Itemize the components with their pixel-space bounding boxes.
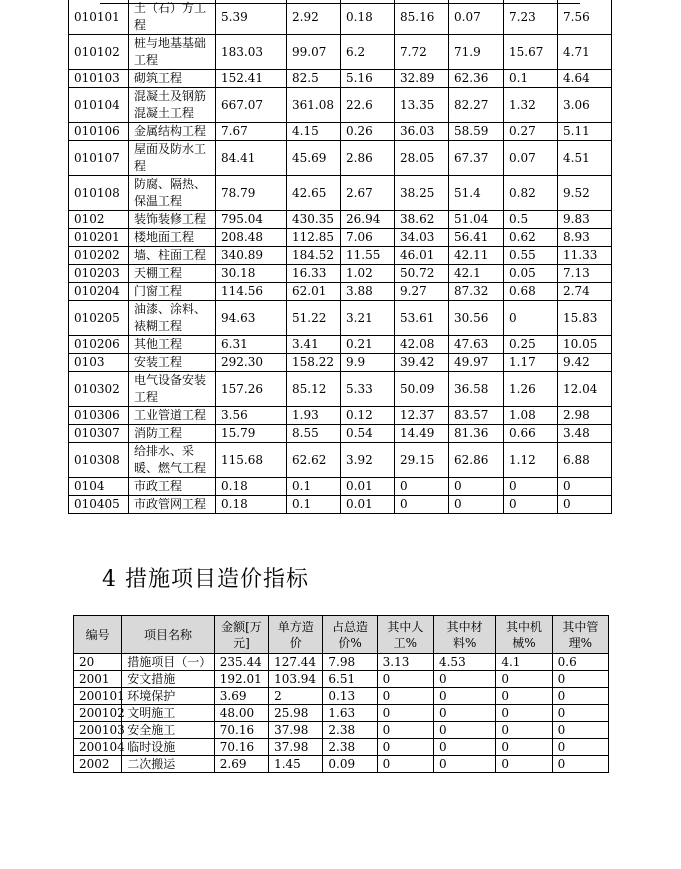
table-row bbox=[69, 70, 612, 88]
value-cell: 36.58 bbox=[449, 372, 504, 407]
value-cell: 0 bbox=[496, 688, 552, 705]
value-cell: 0.1 bbox=[287, 496, 341, 514]
code-cell: 0103 bbox=[69, 354, 129, 372]
value-cell: 7.06 bbox=[341, 229, 395, 247]
value-cell: 14.49 bbox=[395, 425, 449, 443]
value-cell: 3.88 bbox=[341, 283, 395, 301]
value-cell: 5.16 bbox=[341, 70, 395, 88]
value-cell: 47.63 bbox=[449, 336, 504, 354]
code-cell: 010201 bbox=[69, 229, 129, 247]
header-cell: 金额[万元] bbox=[214, 616, 268, 654]
item-name-cell: 给排水、采暖、燃气工程 bbox=[129, 443, 216, 478]
item-name-cell: 二次搬运 bbox=[122, 756, 215, 773]
value-cell: 292.30 bbox=[216, 354, 287, 372]
item-name-cell: 电气设备安装工程 bbox=[129, 372, 216, 407]
value-cell: 62.62 bbox=[287, 443, 341, 478]
value-cell: 62.86 bbox=[449, 443, 504, 478]
value-cell: 3.56 bbox=[216, 407, 287, 425]
code-cell: 010307 bbox=[69, 425, 129, 443]
value-cell: 0 bbox=[504, 496, 558, 514]
value-cell: 3.13 bbox=[377, 654, 433, 671]
cost-index-table bbox=[68, 0, 612, 514]
item-name-cell: 油漆、涂料、裱糊工程 bbox=[129, 301, 216, 336]
value-cell: 42.65 bbox=[287, 176, 341, 211]
table-row bbox=[69, 265, 612, 283]
measures-cost-table-body bbox=[74, 654, 609, 773]
value-cell: 0 bbox=[433, 705, 495, 722]
code-cell: 010206 bbox=[69, 336, 129, 354]
value-cell: 127.44 bbox=[269, 654, 323, 671]
table-row bbox=[69, 211, 612, 229]
value-cell: 3.69 bbox=[214, 688, 268, 705]
value-cell: 183.03 bbox=[216, 35, 287, 70]
value-cell: 7.13 bbox=[558, 265, 612, 283]
code-cell: 200104 bbox=[74, 739, 122, 756]
value-cell: 37.98 bbox=[269, 739, 323, 756]
value-cell: 0.09 bbox=[323, 756, 377, 773]
value-cell: 42.1 bbox=[449, 265, 504, 283]
table-row bbox=[69, 407, 612, 425]
value-cell: 82.5 bbox=[287, 70, 341, 88]
value-cell: 208.48 bbox=[216, 229, 287, 247]
value-cell: 70.16 bbox=[214, 722, 268, 739]
table-row bbox=[69, 354, 612, 372]
value-cell: 0 bbox=[558, 496, 612, 514]
value-cell: 11.55 bbox=[341, 247, 395, 265]
code-cell: 0104 bbox=[69, 478, 129, 496]
table-row bbox=[69, 0, 612, 35]
value-cell: 0 bbox=[552, 722, 608, 739]
value-cell: 71.9 bbox=[449, 35, 504, 70]
value-cell: 15.79 bbox=[216, 425, 287, 443]
code-cell: 010108 bbox=[69, 176, 129, 211]
value-cell: 0.01 bbox=[341, 478, 395, 496]
header-row bbox=[74, 616, 609, 654]
code-cell: 010101 bbox=[69, 0, 129, 35]
code-cell: 010405 bbox=[69, 496, 129, 514]
value-cell: 0.27 bbox=[504, 123, 558, 141]
code-cell: 010306 bbox=[69, 407, 129, 425]
value-cell: 2 bbox=[269, 688, 323, 705]
header-cell: 其中材料% bbox=[433, 616, 495, 654]
value-cell: 84.41 bbox=[216, 141, 287, 176]
value-cell: 62.01 bbox=[287, 283, 341, 301]
item-name-cell: 装饰装修工程 bbox=[129, 211, 216, 229]
code-cell: 20 bbox=[74, 654, 122, 671]
item-name-cell: 其他工程 bbox=[129, 336, 216, 354]
measures-cost-table bbox=[73, 615, 609, 773]
value-cell: 152.41 bbox=[216, 70, 287, 88]
value-cell: 0 bbox=[552, 671, 608, 688]
value-cell: 0 bbox=[552, 688, 608, 705]
value-cell: 340.89 bbox=[216, 247, 287, 265]
item-name-cell: 金属结构工程 bbox=[129, 123, 216, 141]
table-row bbox=[74, 688, 609, 705]
value-cell: 0.62 bbox=[504, 229, 558, 247]
item-name-cell: 桩与地基基础工程 bbox=[129, 35, 216, 70]
value-cell: 0.12 bbox=[341, 407, 395, 425]
value-cell: 4.1 bbox=[496, 654, 552, 671]
value-cell: 0 bbox=[433, 722, 495, 739]
item-name-cell: 文明施工 bbox=[122, 705, 215, 722]
value-cell: 83.57 bbox=[449, 407, 504, 425]
value-cell: 94.63 bbox=[216, 301, 287, 336]
code-cell: 2002 bbox=[74, 756, 122, 773]
value-cell: 7.67 bbox=[216, 123, 287, 141]
value-cell: 3.21 bbox=[341, 301, 395, 336]
value-cell: 70.16 bbox=[214, 739, 268, 756]
value-cell: 667.07 bbox=[216, 88, 287, 123]
value-cell: 1.12 bbox=[504, 443, 558, 478]
value-cell: 85.12 bbox=[287, 372, 341, 407]
value-cell: 1.93 bbox=[287, 407, 341, 425]
value-cell: 7.98 bbox=[323, 654, 377, 671]
value-cell: 0.5 bbox=[504, 211, 558, 229]
section-title: 4 措施项目造价指标 bbox=[102, 567, 309, 592]
value-cell: 3.41 bbox=[287, 336, 341, 354]
value-cell: 46.01 bbox=[395, 247, 449, 265]
code-cell: 010302 bbox=[69, 372, 129, 407]
value-cell: 0.21 bbox=[341, 336, 395, 354]
value-cell: 4.51 bbox=[558, 141, 612, 176]
value-cell: 0 bbox=[496, 756, 552, 773]
value-cell: 3.92 bbox=[341, 443, 395, 478]
value-cell: 0.25 bbox=[504, 336, 558, 354]
value-cell: 56.41 bbox=[449, 229, 504, 247]
value-cell: 0.1 bbox=[287, 478, 341, 496]
table-row bbox=[69, 336, 612, 354]
item-name-cell: 门窗工程 bbox=[129, 283, 216, 301]
value-cell: 53.61 bbox=[395, 301, 449, 336]
value-cell: 51.4 bbox=[449, 176, 504, 211]
table-row bbox=[69, 425, 612, 443]
code-cell: 010308 bbox=[69, 443, 129, 478]
value-cell: 3.06 bbox=[558, 88, 612, 123]
value-cell: 2.69 bbox=[214, 756, 268, 773]
value-cell: 8.93 bbox=[558, 229, 612, 247]
value-cell: 12.04 bbox=[558, 372, 612, 407]
value-cell: 42.08 bbox=[395, 336, 449, 354]
item-name-cell: 防腐、隔热、保温工程 bbox=[129, 176, 216, 211]
cost-index-table-body bbox=[69, 0, 612, 514]
value-cell: 0 bbox=[558, 478, 612, 496]
table-row bbox=[69, 35, 612, 70]
value-cell: 6.2 bbox=[341, 35, 395, 70]
value-cell: 50.09 bbox=[395, 372, 449, 407]
value-cell: 184.52 bbox=[287, 247, 341, 265]
value-cell: 0 bbox=[377, 671, 433, 688]
item-name-cell: 临时设施 bbox=[122, 739, 215, 756]
value-cell: 1.63 bbox=[323, 705, 377, 722]
table-row bbox=[69, 123, 612, 141]
table-row bbox=[69, 301, 612, 336]
value-cell: 28.05 bbox=[395, 141, 449, 176]
code-cell: 2001 bbox=[74, 671, 122, 688]
value-cell: 26.94 bbox=[341, 211, 395, 229]
value-cell: 1.08 bbox=[504, 407, 558, 425]
value-cell: 2.74 bbox=[558, 283, 612, 301]
item-name-cell: 措施项目（一） bbox=[122, 654, 215, 671]
value-cell: 36.03 bbox=[395, 123, 449, 141]
item-name-cell: 市政工程 bbox=[129, 478, 216, 496]
value-cell: 0 bbox=[449, 478, 504, 496]
value-cell: 38.25 bbox=[395, 176, 449, 211]
code-cell: 200101 bbox=[74, 688, 122, 705]
value-cell: 16.33 bbox=[287, 265, 341, 283]
header-cell: 占总造价% bbox=[323, 616, 377, 654]
item-name-cell: 市政管网工程 bbox=[129, 496, 216, 514]
item-name-cell: 天棚工程 bbox=[129, 265, 216, 283]
table-row bbox=[74, 705, 609, 722]
code-cell: 010106 bbox=[69, 123, 129, 141]
header-cell: 其中管理% bbox=[552, 616, 608, 654]
value-cell: 0 bbox=[552, 705, 608, 722]
table-row bbox=[74, 671, 609, 688]
value-cell: 115.68 bbox=[216, 443, 287, 478]
value-cell: 38.62 bbox=[395, 211, 449, 229]
value-cell: 51.22 bbox=[287, 301, 341, 336]
value-cell: 7.56 bbox=[558, 0, 612, 35]
item-name-cell: 工业管道工程 bbox=[129, 407, 216, 425]
value-cell: 0.07 bbox=[449, 0, 504, 35]
value-cell: 0 bbox=[395, 496, 449, 514]
value-cell: 0.07 bbox=[504, 141, 558, 176]
value-cell: 50.72 bbox=[395, 265, 449, 283]
table-row bbox=[69, 496, 612, 514]
value-cell: 0.26 bbox=[341, 123, 395, 141]
value-cell: 10.05 bbox=[558, 336, 612, 354]
value-cell: 5.11 bbox=[558, 123, 612, 141]
value-cell: 39.42 bbox=[395, 354, 449, 372]
table-row bbox=[74, 756, 609, 773]
code-cell: 200102 bbox=[74, 705, 122, 722]
value-cell: 112.85 bbox=[287, 229, 341, 247]
value-cell: 0.82 bbox=[504, 176, 558, 211]
table-row bbox=[74, 739, 609, 756]
item-name-cell: 楼地面工程 bbox=[129, 229, 216, 247]
value-cell: 51.04 bbox=[449, 211, 504, 229]
header-cell: 其中人工% bbox=[377, 616, 433, 654]
code-cell: 010202 bbox=[69, 247, 129, 265]
value-cell: 0.01 bbox=[341, 496, 395, 514]
value-cell: 78.79 bbox=[216, 176, 287, 211]
value-cell: 0 bbox=[377, 688, 433, 705]
value-cell: 6.31 bbox=[216, 336, 287, 354]
header-cell: 其中机械% bbox=[496, 616, 552, 654]
value-cell: 0.1 bbox=[504, 70, 558, 88]
value-cell: 361.08 bbox=[287, 88, 341, 123]
item-name-cell: 安文措施 bbox=[122, 671, 215, 688]
value-cell: 192.01 bbox=[214, 671, 268, 688]
value-cell: 2.38 bbox=[323, 722, 377, 739]
value-cell: 0.18 bbox=[216, 496, 287, 514]
item-name-cell: 安装工程 bbox=[129, 354, 216, 372]
value-cell: 0.6 bbox=[552, 654, 608, 671]
code-cell: 010107 bbox=[69, 141, 129, 176]
code-cell: 010104 bbox=[69, 88, 129, 123]
value-cell: 0.55 bbox=[504, 247, 558, 265]
table-row bbox=[69, 176, 612, 211]
value-cell: 5.33 bbox=[341, 372, 395, 407]
table-row bbox=[69, 141, 612, 176]
value-cell: 1.32 bbox=[504, 88, 558, 123]
code-cell: 200103 bbox=[74, 722, 122, 739]
value-cell: 0 bbox=[552, 739, 608, 756]
value-cell: 9.27 bbox=[395, 283, 449, 301]
value-cell: 6.51 bbox=[323, 671, 377, 688]
value-cell: 1.26 bbox=[504, 372, 558, 407]
value-cell: 0 bbox=[377, 756, 433, 773]
value-cell: 48.00 bbox=[214, 705, 268, 722]
code-cell: 010103 bbox=[69, 70, 129, 88]
item-name-cell: 墙、柱面工程 bbox=[129, 247, 216, 265]
value-cell: 81.36 bbox=[449, 425, 504, 443]
value-cell: 87.32 bbox=[449, 283, 504, 301]
value-cell: 9.52 bbox=[558, 176, 612, 211]
code-cell: 010205 bbox=[69, 301, 129, 336]
value-cell: 0.18 bbox=[216, 478, 287, 496]
value-cell: 6.88 bbox=[558, 443, 612, 478]
value-cell: 0 bbox=[504, 478, 558, 496]
value-cell: 0 bbox=[433, 671, 495, 688]
header-cell: 编号 bbox=[74, 616, 122, 654]
value-cell: 0 bbox=[496, 705, 552, 722]
value-cell: 9.42 bbox=[558, 354, 612, 372]
value-cell: 82.27 bbox=[449, 88, 504, 123]
code-cell: 010204 bbox=[69, 283, 129, 301]
value-cell: 49.97 bbox=[449, 354, 504, 372]
value-cell: 0 bbox=[377, 705, 433, 722]
table-row bbox=[69, 478, 612, 496]
value-cell: 22.6 bbox=[341, 88, 395, 123]
value-cell: 12.37 bbox=[395, 407, 449, 425]
value-cell: 0 bbox=[552, 756, 608, 773]
code-cell: 010203 bbox=[69, 265, 129, 283]
value-cell: 2.38 bbox=[323, 739, 377, 756]
value-cell: 0 bbox=[377, 722, 433, 739]
value-cell: 15.67 bbox=[504, 35, 558, 70]
value-cell: 158.22 bbox=[287, 354, 341, 372]
value-cell: 0.18 bbox=[341, 0, 395, 35]
value-cell: 0 bbox=[496, 722, 552, 739]
value-cell: 45.69 bbox=[287, 141, 341, 176]
value-cell: 13.35 bbox=[395, 88, 449, 123]
value-cell: 0.66 bbox=[504, 425, 558, 443]
table-row bbox=[74, 722, 609, 739]
value-cell: 30.56 bbox=[449, 301, 504, 336]
table-row bbox=[69, 283, 612, 301]
value-cell: 2.92 bbox=[287, 0, 341, 35]
value-cell: 1.02 bbox=[341, 265, 395, 283]
item-name-cell: 砌筑工程 bbox=[129, 70, 216, 88]
value-cell: 0 bbox=[504, 301, 558, 336]
value-cell: 37.98 bbox=[269, 722, 323, 739]
table-row bbox=[69, 88, 612, 123]
table-row bbox=[69, 229, 612, 247]
value-cell: 4.15 bbox=[287, 123, 341, 141]
value-cell: 30.18 bbox=[216, 265, 287, 283]
value-cell: 0 bbox=[433, 688, 495, 705]
value-cell: 7.23 bbox=[504, 0, 558, 35]
value-cell: 29.15 bbox=[395, 443, 449, 478]
value-cell: 157.26 bbox=[216, 372, 287, 407]
code-cell: 010102 bbox=[69, 35, 129, 70]
value-cell: 0.05 bbox=[504, 265, 558, 283]
value-cell: 0 bbox=[433, 756, 495, 773]
item-name-cell: 屋面及防水工程 bbox=[129, 141, 216, 176]
header-cell: 单方造价 bbox=[269, 616, 323, 654]
value-cell: 58.59 bbox=[449, 123, 504, 141]
value-cell: 2.98 bbox=[558, 407, 612, 425]
value-cell: 4.64 bbox=[558, 70, 612, 88]
value-cell: 34.03 bbox=[395, 229, 449, 247]
table-row bbox=[69, 372, 612, 407]
value-cell: 4.53 bbox=[433, 654, 495, 671]
value-cell: 0 bbox=[496, 671, 552, 688]
item-name-cell: 消防工程 bbox=[129, 425, 216, 443]
value-cell: 85.16 bbox=[395, 0, 449, 35]
value-cell: 430.35 bbox=[287, 211, 341, 229]
value-cell: 4.71 bbox=[558, 35, 612, 70]
value-cell: 15.83 bbox=[558, 301, 612, 336]
value-cell: 7.72 bbox=[395, 35, 449, 70]
value-cell: 0 bbox=[433, 739, 495, 756]
value-cell: 1.45 bbox=[269, 756, 323, 773]
value-cell: 32.89 bbox=[395, 70, 449, 88]
table-row bbox=[69, 247, 612, 265]
code-cell: 0102 bbox=[69, 211, 129, 229]
value-cell: 0 bbox=[395, 478, 449, 496]
value-cell: 99.07 bbox=[287, 35, 341, 70]
value-cell: 795.04 bbox=[216, 211, 287, 229]
value-cell: 2.86 bbox=[341, 141, 395, 176]
item-name-cell: 安全施工 bbox=[122, 722, 215, 739]
value-cell: 11.33 bbox=[558, 247, 612, 265]
value-cell: 9.83 bbox=[558, 211, 612, 229]
value-cell: 42.11 bbox=[449, 247, 504, 265]
header-cell: 项目名称 bbox=[122, 616, 215, 654]
value-cell: 103.94 bbox=[269, 671, 323, 688]
table-row bbox=[74, 654, 609, 671]
value-cell: 114.56 bbox=[216, 283, 287, 301]
value-cell: 9.9 bbox=[341, 354, 395, 372]
value-cell: 0.54 bbox=[341, 425, 395, 443]
value-cell: 235.44 bbox=[214, 654, 268, 671]
value-cell: 0 bbox=[496, 739, 552, 756]
value-cell: 0 bbox=[377, 739, 433, 756]
value-cell: 0.68 bbox=[504, 283, 558, 301]
table-row bbox=[69, 443, 612, 478]
item-name-cell: 环境保护 bbox=[122, 688, 215, 705]
item-name-cell: 混凝土及钢筋混凝土工程 bbox=[129, 88, 216, 123]
value-cell: 2.67 bbox=[341, 176, 395, 211]
item-name-cell: 土（石）方工程 bbox=[129, 0, 216, 35]
value-cell: 5.39 bbox=[216, 0, 287, 35]
value-cell: 25.98 bbox=[269, 705, 323, 722]
value-cell: 67.37 bbox=[449, 141, 504, 176]
value-cell: 62.36 bbox=[449, 70, 504, 88]
value-cell: 0.13 bbox=[323, 688, 377, 705]
value-cell: 8.55 bbox=[287, 425, 341, 443]
value-cell: 3.48 bbox=[558, 425, 612, 443]
value-cell: 1.17 bbox=[504, 354, 558, 372]
value-cell: 0 bbox=[449, 496, 504, 514]
